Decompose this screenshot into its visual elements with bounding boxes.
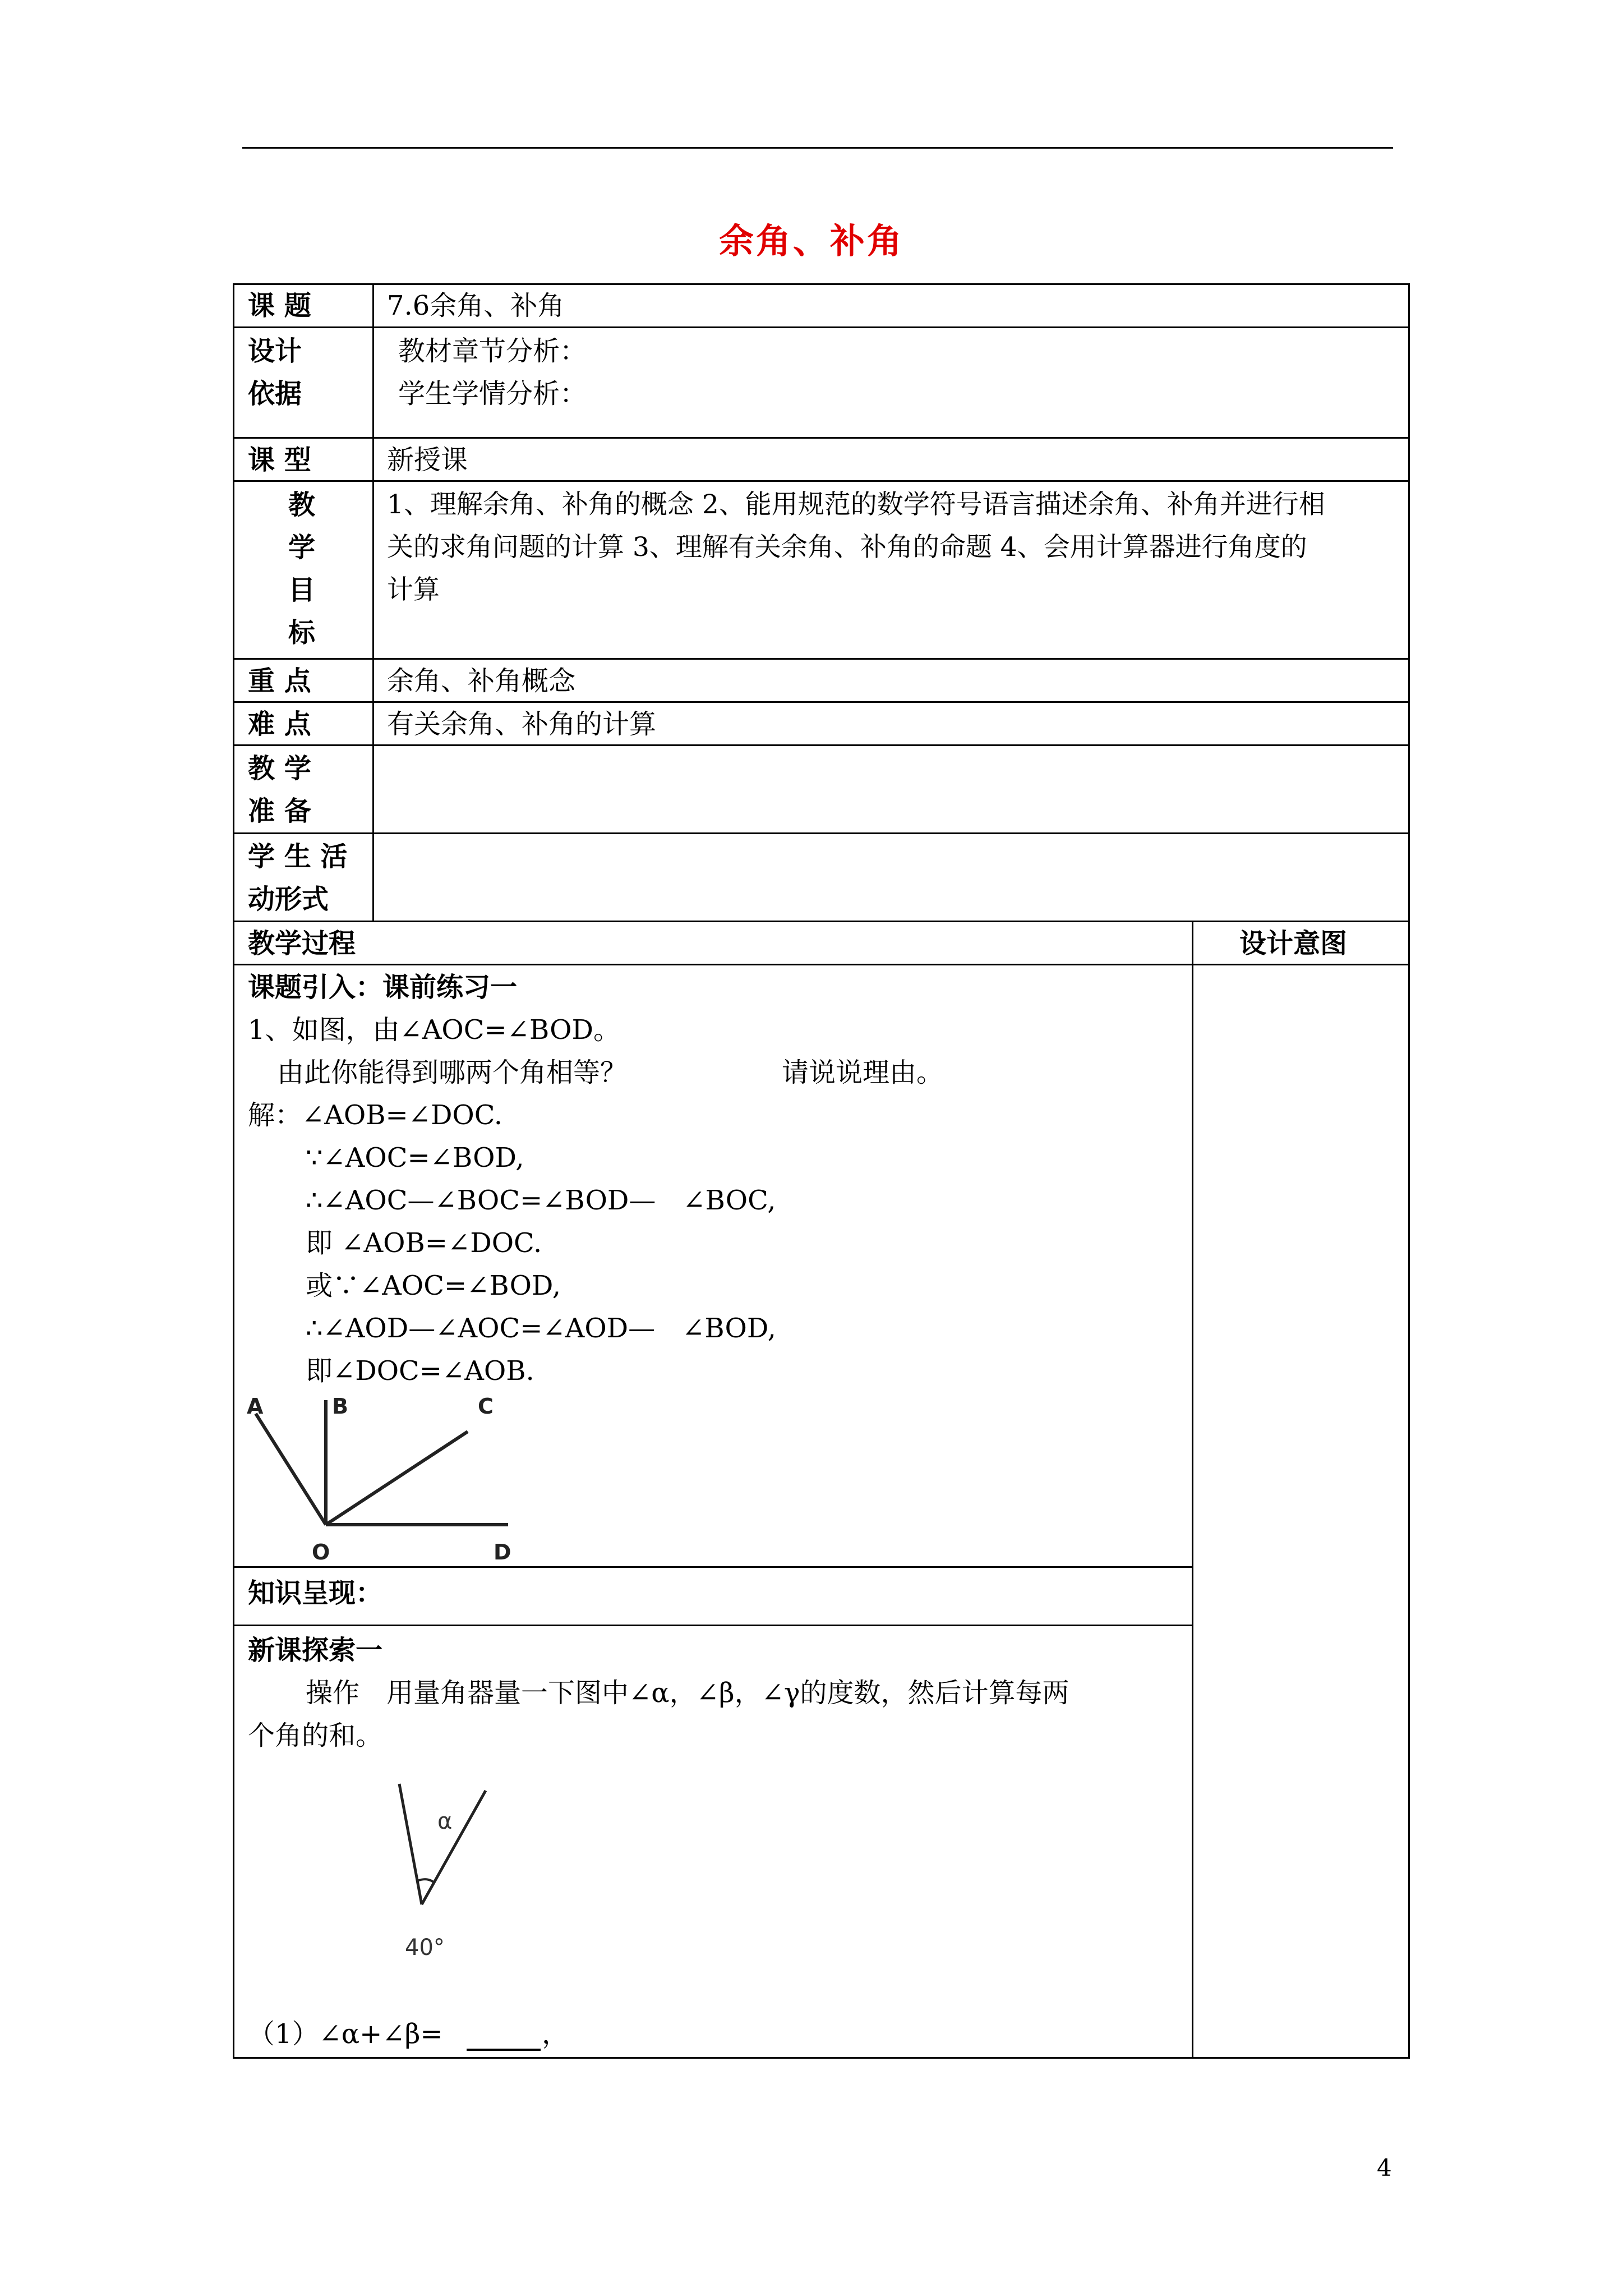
- ray-left: [399, 1784, 422, 1904]
- knowledge-heading: 知识呈现：: [248, 1577, 383, 1609]
- intent-header: 设计意图: [1239, 928, 1348, 959]
- activity-label-2: 动形式: [248, 884, 329, 915]
- preparation-value-cell: [372, 744, 1410, 834]
- solution-line-3: ∴∠AOC—∠BOC=∠BOD— ∠BOC,: [306, 1185, 776, 1216]
- difficulty-value: 有关余角、补角的计算: [387, 708, 657, 740]
- solution-line-2: ∵∠AOC=∠BOD,: [306, 1142, 524, 1174]
- answer-blank[interactable]: [467, 2049, 541, 2051]
- angle-alpha-diagram: [393, 1778, 516, 1969]
- intro-question-2b: 请说说理由。: [782, 1057, 944, 1088]
- design-basis-label-2: 依据: [248, 378, 302, 409]
- solution-line-4: 即 ∠AOB=∠DOC.: [306, 1227, 542, 1259]
- activity-value-cell: [372, 832, 1410, 922]
- process-header: 教学过程: [248, 928, 356, 959]
- explore-line-2: 个角的和。: [248, 1720, 383, 1751]
- intro-question-1: 1、如图，由∠AOC=∠BOD。: [248, 1014, 620, 1046]
- objectives-label-char-2: 学: [288, 532, 316, 563]
- intro-heading: 课题引入：课前练习一: [248, 972, 518, 1003]
- objectives-label-char-1: 教: [288, 489, 316, 521]
- preparation-label-1: 教 学: [248, 753, 311, 784]
- objectives-line-1: 1、理解余角、补角的概念 2、能用规范的数学符号语言描述余角、补角并进行相: [387, 489, 1325, 520]
- objectives-line-2: 关的求角问题的计算 3、理解有关余角、补角的命题 4、会用计算器进行角度的: [387, 532, 1307, 563]
- ray-oa: [256, 1414, 326, 1525]
- design-basis-label-1: 设计: [248, 335, 302, 367]
- textbook-analysis-line: 教材章节分析：: [398, 335, 587, 367]
- objectives-label-char-3: 目: [288, 574, 316, 606]
- label-a: A: [247, 1394, 264, 1419]
- label-c: C: [478, 1394, 494, 1419]
- question-1-end: ，: [542, 2018, 569, 2050]
- angle-degree-label: 40°: [405, 1935, 445, 1961]
- intro-question-2a: 由此你能得到哪两个角相等？: [277, 1057, 628, 1088]
- key-point-label: 重 点: [248, 665, 311, 697]
- angle-arc: [417, 1879, 434, 1883]
- difficulty-label: 难 点: [248, 708, 311, 740]
- ray-right: [422, 1791, 486, 1904]
- key-point-value: 余角、补角概念: [387, 665, 576, 697]
- topic-value: 7.6余角、补角: [387, 290, 565, 321]
- lesson-type-value: 新授课: [387, 444, 468, 476]
- page-number: 4: [1377, 2154, 1392, 2182]
- process-header-cell: [233, 921, 1193, 965]
- objectives-label-char-4: 标: [288, 617, 316, 648]
- solution-line-5: 或∵∠AOC=∠BOD,: [306, 1270, 561, 1301]
- solution-line-1: 解：∠AOB=∠DOC.: [248, 1099, 503, 1131]
- document-title: 余角、补角: [718, 220, 904, 261]
- label-o: O: [312, 1540, 330, 1565]
- objectives-line-3: 计算: [387, 574, 440, 605]
- explore-heading: 新课探索一: [248, 1635, 383, 1666]
- preparation-label-2: 准 备: [248, 795, 311, 827]
- label-d: D: [494, 1540, 511, 1565]
- question-1: （1）∠α+∠β=: [248, 2018, 443, 2050]
- solution-line-7: 即∠DOC=∠AOB.: [306, 1355, 534, 1387]
- solution-line-6: ∴∠AOD—∠AOC=∠AOD— ∠BOD,: [306, 1313, 776, 1344]
- header-rule: [242, 147, 1393, 149]
- lesson-type-value-cell: [372, 437, 1410, 482]
- intent-column-cell: [1192, 964, 1410, 2059]
- lesson-type-label: 课 型: [248, 444, 311, 476]
- topic-label: 课 题: [248, 290, 311, 321]
- label-b: B: [332, 1394, 348, 1419]
- angle-diagram-aoc-bod: [247, 1391, 516, 1565]
- student-analysis-line: 学生学情分析：: [398, 378, 587, 409]
- explore-line-1: 操作 用量角器量一下图中∠α，∠β，∠γ的度数，然后计算每两: [306, 1677, 1069, 1709]
- ray-oc: [326, 1432, 468, 1525]
- alpha-label: α: [437, 1809, 453, 1834]
- activity-label-1: 学 生 活: [248, 841, 348, 872]
